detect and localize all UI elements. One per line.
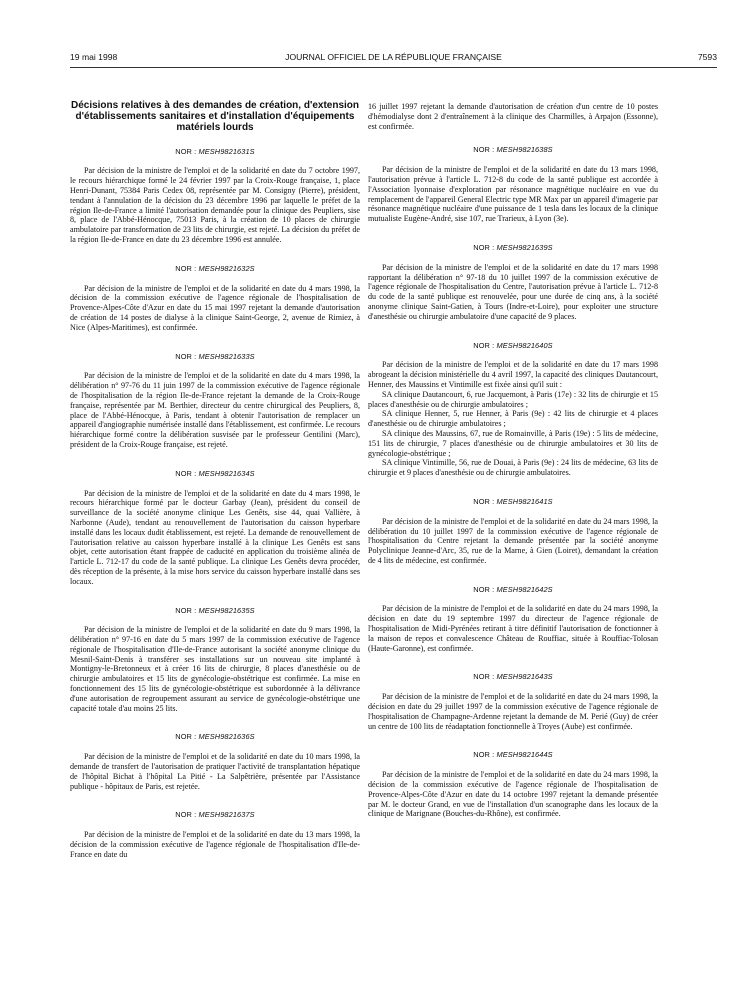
right-column: [368, 102, 658, 819]
decision-paragraph: Par décision de la ministre de l'emploi et de la solidarité en date du 4 mars 1998, la délibération n° 97-76 du 11 juin 1997 de la commission exécutive de l'agence régionale de l'hospitalisation de la région Ile-de-France rejetant la demande de la Croix-Rouge française, représentée par M. Berthier, directeur du centre chirurgical des Peupliers, 8, place de l'Abbé-Hénocque, à Paris, tendant à obtenir l'autorisation de remplacer un appareil d'angiographie numérisée installé dans l'établissement, est confirmée. Le recours hiérarchique formé contre la délibération susvisée par le professeur Gentilini (Marc), président de la Croix-Rouge française, est rejeté.: [70, 371, 360, 449]
nor-label: NOR :: [175, 351, 197, 361]
nor-code: MESH9821641S: [496, 496, 553, 506]
nor-code: MESH9821644S: [496, 750, 553, 760]
decision-paragraph: Par décision de la ministre de l'emploi et de la solidarité en date du 7 octobre 1997, le recours hiérarchique formé le 24 février 1997 par la Croix-Rouge française, 1, place Henri-Dunant, 75384 Paris Cedex 08, représentée par M. Consigny (Pierre), président, tendant à l'annulation de la décision du 23 décembre 1996 par laquelle le préfet de la région Ile-de-France a limité l'autorisation demandée pour la clinique des Peupliers, sise 8, place de l'Abbé-Hénocque, 75013 Paris, à la création de 10 places de chirurgie ambulatoire par transformation de 23 lits de chirurgie, est rejeté. La décision du préfet de la région Ile-de-France en date du 23 décembre 1996 est annulée.: [70, 166, 360, 244]
decision-paragraph: Par décision de la ministre de l'emploi et de la solidarité en date du 9 mars 1998, la délibération n° 97-16 en date du 5 mars 1997 de la commission exécutive de l'agence régionale de l'hospitalisation d'Ile-de-France autorisant la société anonyme clinique du Mesnil-Saint-Denis à transférer ses installations sur un nouveau site implanté à Montigny-le-Bretonneux et à créer 16 lits de chirurgie, 8 places d'anesthésie ou de chirurgie ambulatoires et 15 lits de gynécologie-obstétrique est confirmée. La mise en fonctionnement des 15 lits de gynécologie-obstétrique est subordonnée à la délivrance d'une autorisation de regroupement assurant au service de gynécologie-obstétrique une capacité totale d'au moins 25 lits.: [70, 625, 360, 713]
decision-paragraph: Par décision de la ministre de l'emploi et de la solidarité en date du 17 mars 1998 rapportant la délibération n° 97-18 du 10 juillet 1997 de la commission exécutive de l'agence régionale de l'hospitalisation du Centre, l'autorisation prévue à l'article L. 712-8 du code de la santé publique est renouvelée, pour une durée de cinq ans, à la société anonyme clinique Saint-Gatien, à Tours (Indre-et-Loire), pour exploiter une structure d'anesthésie ou chirurgie ambulatoire d'une capacité de 9 places.: [368, 262, 658, 321]
nor-code: MESH9821631S: [198, 146, 255, 156]
nor-reference: [368, 243, 658, 253]
section-spacer: [368, 322, 658, 341]
nor-spacer: [368, 350, 658, 360]
nor-reference: [70, 732, 360, 742]
decision-paragraph: Par décision de la ministre de l'emploi et de la solidarité en date du 4 mars 1998, le recours hiérarchique formé par le docteur Garbay (Jean), président du conseil de surveillance de la société anonyme clinique Les Genêts, sise 44, quai Vallière, à Narbonne (Aude), tendant au renouvellement de l'autorisation du caisson hyperbare installé dans les locaux dudit établissement, est rejeté. La demande de renouvellement de l'autorisation relative au caisson hyperbare installé à la clinique Les Genêts est sans objet, cette autorisation étant frappée de caducité en application du troisième alinéa de l'article L. 712-17 du code de la santé publique. La clinique Les Genêts devra procéder, dès réception de la présente, à la mise hors service du caisson hyperbare installé dans ses locaux.: [70, 488, 360, 586]
nor-reference: [70, 606, 360, 616]
nor-spacer: [368, 507, 658, 517]
nor-label: NOR :: [175, 810, 197, 820]
nor-reference: [368, 585, 658, 595]
section-spacer: [368, 478, 658, 497]
nor-spacer: [368, 594, 658, 604]
nor-spacer: [70, 274, 360, 284]
nor-code: MESH9821637S: [198, 810, 255, 820]
nor-reference: [70, 469, 360, 479]
nor-reference: [70, 147, 360, 157]
section-title: Décisions relatives à des demandes de création, d'extension d'établissements sanitaires et d'installation d'équipements matériels lourds: [70, 100, 360, 134]
section-spacer: [70, 713, 360, 732]
nor-spacer: [70, 820, 360, 830]
section-spacer: [70, 450, 360, 469]
nor-label: NOR :: [473, 672, 495, 682]
decision-paragraph: Par décision de la ministre de l'emploi et de la solidarité en date du 24 mars 1998, la délibération du 10 juillet 1997 de la commission exécutive de l'agence régionale de l'hospitalisation du Centre rejetant la demande présentée par la société anonyme Polyclinique Jeanne-d'Arc, 35, rue de la Marne, à Gien (Loiret), demandant la création de 4 lits de médecine, est confirmée.: [368, 516, 658, 565]
nor-reference: [368, 145, 658, 155]
decision-paragraph: SA clinique Henner, 5, rue Henner, à Paris (9e) : 42 lits de chirurgie et 4 places d'anesthésie ou de chirurgie ambulatoires ;: [368, 409, 658, 429]
section-spacer: [70, 245, 360, 264]
decision-paragraph: Par décision de la ministre de l'emploi et de la solidarité en date du 24 mars 1998, la décision de la commission exécutive de l'agence régionale de l'hospitalisation de Provence-Alpes-Côte d'Azur en date du 14 octobre 1997 rejetant la demande présentée par M. le docteur Grand, en vue de l'installation d'un scanographe dans les locaux de la clinique de Marignane (Bouches-du-Rhône), est confirmée.: [368, 770, 658, 819]
nor-spacer: [70, 361, 360, 371]
nor-label: NOR :: [175, 263, 197, 273]
nor-code: MESH9821632S: [198, 263, 255, 273]
page-header: [70, 52, 717, 66]
decision-paragraph: Par décision de la ministre de l'emploi et de la solidarité en date du 4 mars 1998, la décision de la commission exécutive de l'agence régionale de l'hospitalisation de Provence-Alpes-Côte d'Azur en date du 15 mai 1997 rejetant la demande d'autorisation de création de 14 postes de dialyse à la clinique Saint-George, 2, avenue de Rimiez, à Nice (Alpes-Maritimes), est confirmée.: [70, 283, 360, 332]
nor-label: NOR :: [473, 584, 495, 594]
continued-paragraph: 16 juillet 1997 rejetant la demande d'autorisation de création d'un centre de 10 postes d'hémodialyse dont 2 d'entraînement à la clinique des Charmilles, à Arpajon (Essonne), est confirmée.: [368, 102, 658, 131]
nor-label: NOR :: [175, 468, 197, 478]
nor-label: NOR :: [175, 146, 197, 156]
nor-label: NOR :: [473, 242, 495, 252]
nor-spacer: [70, 742, 360, 752]
section-spacer: [70, 791, 360, 810]
nor-spacer: [368, 155, 658, 165]
nor-code: MESH9821635S: [198, 605, 255, 615]
nor-label: NOR :: [473, 145, 495, 155]
nor-reference: [70, 264, 360, 274]
nor-code: MESH9821634S: [198, 468, 255, 478]
nor-label: NOR :: [473, 340, 495, 350]
decision-paragraph: SA clinique Vintimille, 56, rue de Douai, à Paris (9e) : 24 lits de médecine, 63 lits de chirurgie et 9 places d'anesthésie ou de chirurgie ambulatoires.: [368, 458, 658, 478]
header-journal-title: JOURNAL OFFICIEL DE LA RÉPUBLIQUE FRANÇAISE: [285, 52, 502, 62]
nor-spacer: [70, 479, 360, 489]
section-spacer: [368, 653, 658, 672]
nor-label: NOR :: [473, 496, 495, 506]
nor-reference: [368, 750, 658, 760]
nor-code: MESH9821640S: [496, 340, 553, 350]
nor-label: NOR :: [473, 750, 495, 760]
nor-reference: [70, 810, 360, 820]
nor-label: NOR :: [175, 732, 197, 742]
section-spacer: [368, 224, 658, 243]
decision-paragraph: Par décision de la ministre de l'emploi et de la solidarité en date du 24 mars 1998, la décision en date du 29 juillet 1997 de la commission exécutive de l'agence régionale de l'hospitalisation de Champagne-Ardenne rejetant la demande de M. Perié (Guy) de créer un centre de 100 lits de réadaptation fonctionnelle à Troyes (Aube) est confirmée.: [368, 692, 658, 731]
decision-paragraph: Par décision de la ministre de l'emploi et de la solidarité en date du 17 mars 1998 abrogeant la décision ministérielle du 4 avril 1997, la capacité des cliniques Dautancourt, Henner, des Maussins et Vintimille est fixée ainsi qu'il suit :: [368, 360, 658, 389]
nor-code: MESH9821642S: [496, 584, 553, 594]
section-spacer: [368, 566, 658, 585]
header-rule: [70, 67, 717, 68]
header-page-number: 7593: [697, 52, 717, 62]
section-spacer: [70, 333, 360, 352]
nor-spacer: [368, 760, 658, 770]
header-date: 19 mai 1998: [70, 52, 118, 62]
nor-spacer: [368, 253, 658, 263]
nor-reference: [368, 497, 658, 507]
nor-code: MESH9821636S: [198, 732, 255, 742]
nor-code: MESH9821638S: [496, 145, 553, 155]
section-spacer: [368, 731, 658, 750]
nor-code: MESH9821633S: [198, 351, 255, 361]
decision-paragraph: Par décision de la ministre de l'emploi et de la solidarité en date du 13 mars 1998, la décision de la commission exécutive de l'agence régionale de l'hospitalisation d'Ile-de-France en date du: [70, 830, 360, 859]
decision-paragraph: Par décision de la ministre de l'emploi et de la solidarité en date du 24 mars 1998, la décision en date du 19 septembre 1997 du directeur de l'agence régionale de l'hospitalisation de Midi-Pyrénées retirant à titre définitif l'autorisation de fonctionner à la maison de repos et convalescence Château de Rouffiac, située à Rouffiac-Tolosan (Haute-Garonne), est confirmée.: [368, 604, 658, 653]
section-spacer: [368, 131, 658, 145]
nor-reference: [368, 341, 658, 351]
nor-spacer: [368, 682, 658, 692]
nor-code: MESH9821643S: [496, 672, 553, 682]
nor-label: NOR :: [175, 605, 197, 615]
section-spacer: [70, 587, 360, 606]
nor-code: MESH9821639S: [496, 242, 553, 252]
decision-paragraph: SA clinique des Maussins, 67, rue de Romainville, à Paris (19e) : 5 lits de médecine, 151 lits de chirurgie, 7 places d'anesthésie ou de chirurgie ambulatoires et 30 lits de gynécologie-obstétrique ;: [368, 428, 658, 458]
nor-spacer: [70, 615, 360, 625]
decision-paragraph: SA clinique Dautancourt, 6, rue Jacquemont, à Paris (17e) : 32 lits de chirurgie et 15 places d'anesthésie ou de chirurgie ambulatoires ;: [368, 389, 658, 409]
nor-reference: [70, 352, 360, 362]
nor-reference: [368, 672, 658, 682]
left-column: [70, 100, 360, 860]
nor-spacer: [70, 156, 360, 166]
decision-paragraph: Par décision de la ministre de l'emploi et de la solidarité en date du 13 mars 1998, l'autorisation prévue à l'article L. 712-8 du code de la santé publique est accordée à l'Association lyonnaise d'exploration par résonance magnétique nucléaire en vue du remplacement de l'appareil General Electric type MR Max par un appareil d'imagerie par résonance magnétique nucléaire d'une puissance de 1 tesla dans les locaux de la clinique mutualiste Eugène-André, sise 107, rue Trarieux, à Lyon (3e).: [368, 165, 658, 224]
decision-paragraph: Par décision de la ministre de l'emploi et de la solidarité en date du 10 mars 1998, la demande de transfert de l'autorisation de pratiquer l'activité de transplantation hépatique de l'hôpital Bichat à l'hôpital La Pitié - La Salpêtrière, présentée par l'Assistance publique - hôpitaux de Paris, est rejetée.: [70, 752, 360, 791]
section-spacer: [70, 137, 360, 147]
